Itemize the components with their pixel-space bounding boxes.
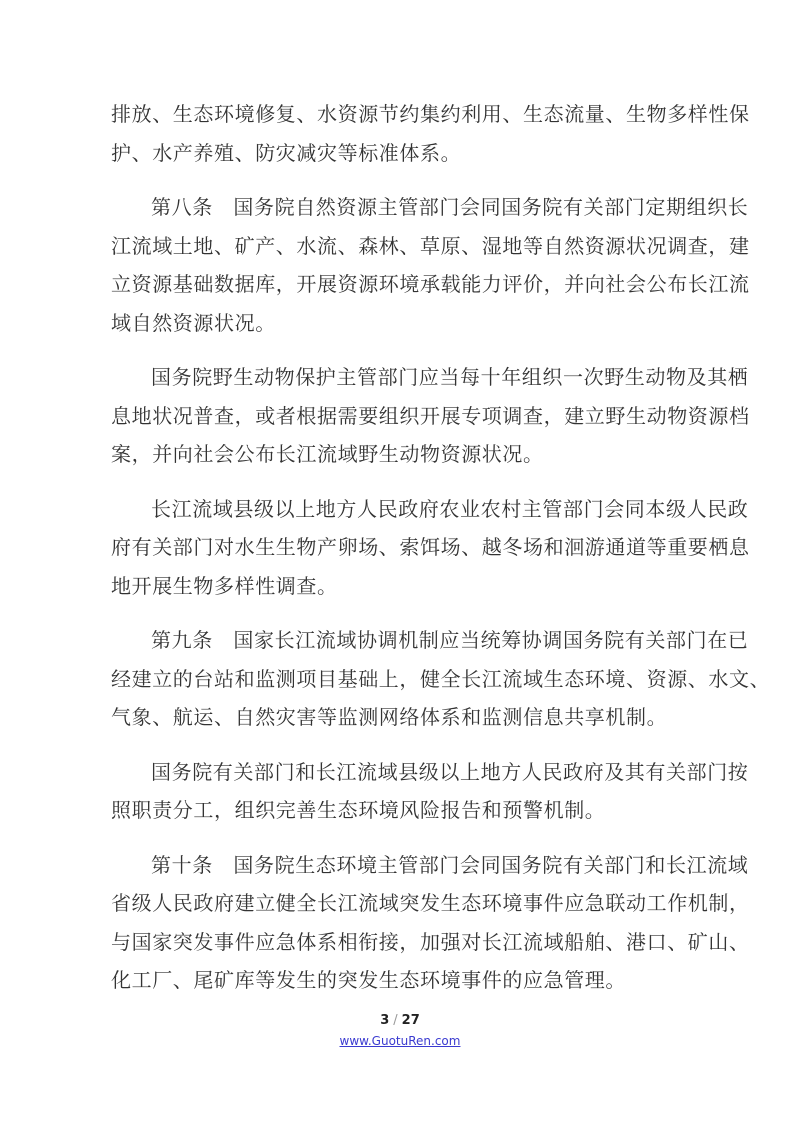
total-pages: 27 bbox=[401, 1013, 420, 1028]
current-page: 3 bbox=[380, 1013, 390, 1028]
text-line: 国务院有关部门和长江流域县级以上地方人民政府及其有关部门按 bbox=[151, 759, 749, 784]
page-separator: / bbox=[393, 1013, 398, 1028]
text-line: 排放、生态环境修复、水资源节约集约利用、生态流量、生物多样性保 bbox=[111, 102, 750, 126]
text-line: 气象、航运、自然灾害等监测网络体系和监测信息共享机制。 bbox=[111, 705, 668, 729]
text-line: 第八条 国务院自然资源主管部门会同国务院有关部门定期组织长 bbox=[151, 195, 749, 219]
paragraph-wildlife-survey bbox=[111, 358, 750, 474]
text-line: 江流域土地、矿产、水流、森林、草原、湿地等自然资源状况调查，建 bbox=[111, 233, 750, 258]
text-line: 第九条 国家长江流域协调机制应当统筹协调国务院有关部门在已 bbox=[151, 628, 749, 652]
paragraph-article-10 bbox=[111, 846, 750, 1000]
text-line: 照职责分工，组织完善生态环境风险报告和预警机制。 bbox=[111, 798, 606, 822]
text-line: 护、水产养殖、防灾减灾等标准体系。 bbox=[111, 140, 462, 165]
text-line: 案，并向社会公布长江流域野生动物资源状况。 bbox=[111, 442, 544, 466]
text-line: 域自然资源状况。 bbox=[111, 310, 276, 335]
text-line: 府有关部门对水生生物产卵场、索饵场、越冬场和洄游通道等重要栖息 bbox=[111, 535, 750, 559]
text-line: 经建立的台站和监测项目基础上，健全长江流域生态环境、资源、水文、 bbox=[111, 666, 771, 691]
page-number bbox=[0, 1012, 800, 1030]
paragraph-article-9 bbox=[111, 621, 771, 737]
text-line: 化工厂、尾矿库等发生的突发生态环境事件的应急管理。 bbox=[111, 968, 626, 992]
site-link[interactable]: www.GuotuRen.com bbox=[339, 1034, 461, 1048]
text-line: 长江流域县级以上地方人民政府农业农村主管部门会同本级人民政 bbox=[151, 496, 749, 521]
text-line: 国务院野生动物保护主管部门应当每十年组织一次野生动物及其栖 bbox=[151, 365, 749, 389]
paragraph-article-8 bbox=[111, 188, 750, 342]
text-line: 地开展生物多样性调查。 bbox=[111, 573, 338, 598]
document-body bbox=[111, 95, 771, 1016]
text-line: 省级人民政府建立健全长江流域突发生态环境事件应急联动工作机制， bbox=[111, 891, 750, 915]
paragraph-standards-continued bbox=[111, 95, 750, 172]
text-line: 息地状况普查，或者根据需要组织开展专项调查，建立野生动物资源档 bbox=[111, 403, 750, 428]
text-line: 立资源基础数据库，开展资源环境承载能力评价，并向社会公布长江流 bbox=[111, 272, 750, 296]
text-line: 第十条 国务院生态环境主管部门会同国务院有关部门和长江流域 bbox=[151, 852, 749, 877]
text-line: 与国家突发事件应急体系相衔接，加强对长江流域船舶、港口、矿山、 bbox=[111, 929, 750, 954]
paragraph-biodiversity-survey bbox=[111, 490, 750, 606]
paragraph-risk-warning bbox=[111, 753, 749, 830]
page-footer bbox=[0, 1012, 800, 1050]
